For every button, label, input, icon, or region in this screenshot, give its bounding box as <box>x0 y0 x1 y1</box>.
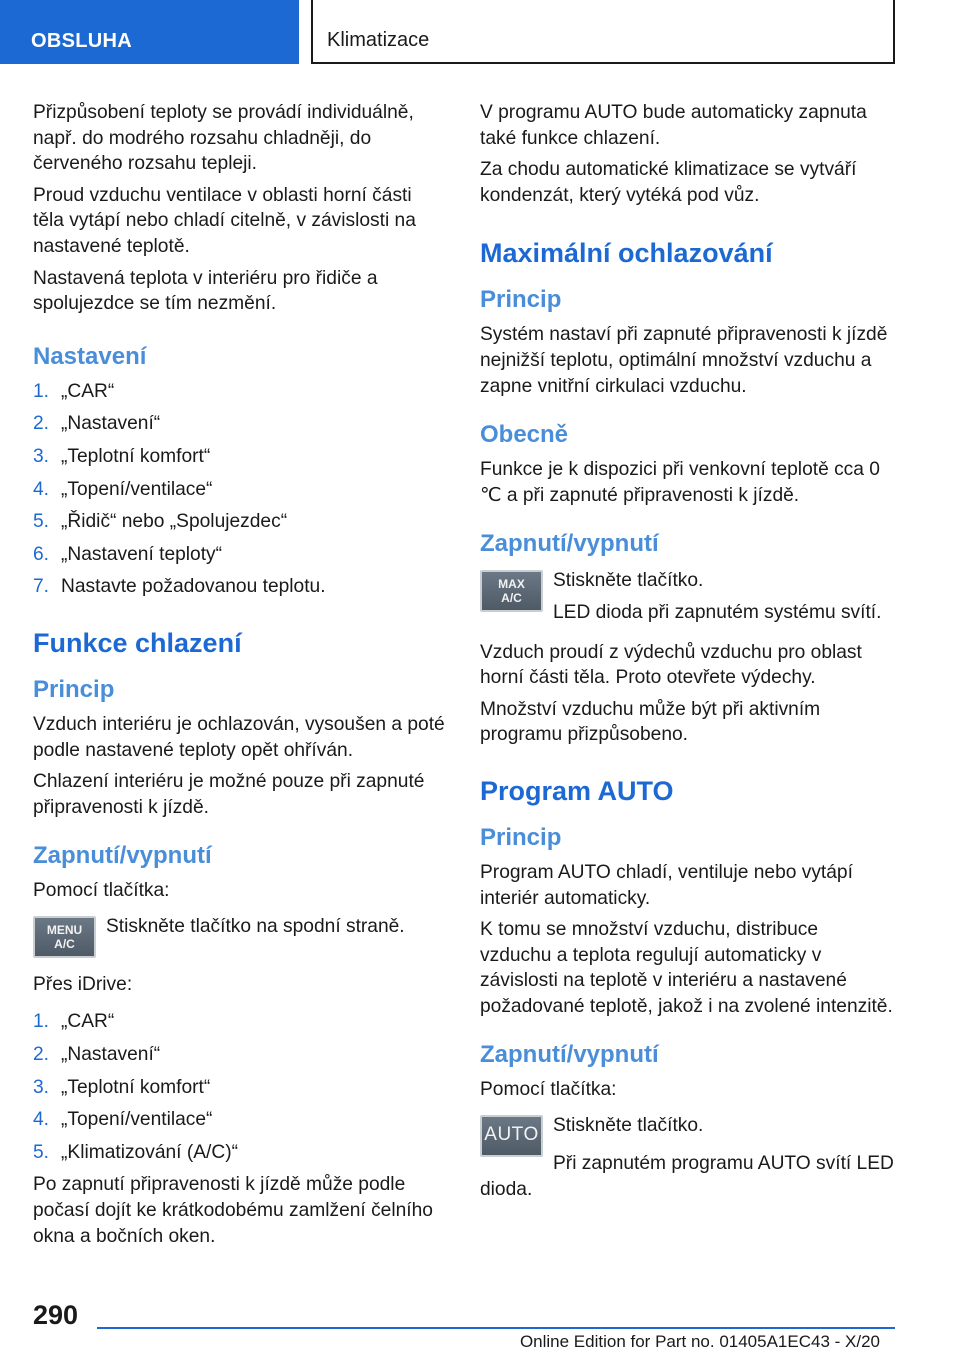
paragraph: LED dioda při zapnutém systému svítí. <box>553 601 882 623</box>
list-item: 4. „Topení/ventilace“ <box>33 1109 213 1131</box>
paragraph: Stiskněte tlačítko na spodní straně. <box>106 915 405 937</box>
section-tab: OBSLUHA <box>0 0 299 64</box>
paragraph: Chlazení interiéru je možné pouze při zapnuté připravenosti k jízdě. <box>33 771 425 818</box>
paragraph: Při zapnutém programu AUTO svítí LED dioda. <box>480 1153 894 1200</box>
auto-button-icon: AUTO <box>480 1115 543 1157</box>
footer-edition: Online Edition for Part no. 01405A1EC43 - X/20 <box>519 1332 880 1351</box>
idrive-steps <box>33 1009 447 1165</box>
heading-princip: Princip <box>480 286 562 314</box>
nastaveni-steps <box>33 379 447 600</box>
list-item: 7. Nastavte požadovanou teplotu. <box>33 576 326 598</box>
paragraph: Vzduch interiéru je ochlazován, vysoušen a poté podle nastavené teploty opět ohříván. <box>33 713 445 761</box>
paragraph: Přizpůsobení teploty se provádí individuálně, např. do modrého rozsahu chladněji, do červeného rozsahu tepleji. <box>33 102 414 175</box>
paragraph: Za chodu automatické klimatizace se vytváří kondenzát, který vytéká pod vůz. <box>480 159 857 206</box>
paragraph: Proud vzduchu ventilace v oblasti horní části těla vytápí nebo chladí citelně, v závislosti na nastavené teplotě. <box>33 184 416 257</box>
paragraph: Přes iDrive: <box>33 973 133 995</box>
paragraph: Množství vzduchu může být při aktivním programu přizpůsobeno. <box>480 698 821 746</box>
menu-ac-instruction <box>33 914 447 958</box>
list-item: 5. „Řidič“ nebo „Spolujezdec“ <box>33 511 288 533</box>
list-item: 1. „CAR“ <box>33 1011 115 1033</box>
menu-ac-button-icon: MENU A/C <box>33 916 96 958</box>
heading-zapnuti: Zapnutí/vypnutí <box>33 842 212 870</box>
max-ac-instruction <box>480 568 894 625</box>
heading-max-ochlazovani: Maximální ochlazování <box>480 238 773 269</box>
list-item: 3. „Teplotní komfort“ <box>33 445 211 467</box>
list-item: 2. „Nastavení“ <box>33 1044 161 1066</box>
list-item: 4. „Topení/ventilace“ <box>33 478 213 500</box>
list-item: 1. „CAR“ <box>33 380 115 402</box>
list-item: 3. „Teplotní komfort“ <box>33 1076 211 1098</box>
paragraph: Nastavená teplota v interiéru pro řidiče a spolujezdce se tím nezmění. <box>33 267 378 315</box>
list-item: 5. „Klimatizování (A/C)“ <box>33 1141 238 1163</box>
left-column <box>33 100 447 1255</box>
heading-program-auto: Program AUTO <box>480 775 674 806</box>
heading-zapnuti: Zapnutí/vypnutí <box>480 1041 659 1069</box>
heading-princip: Princip <box>33 675 115 703</box>
paragraph: Stiskněte tlačítko. <box>553 570 704 592</box>
paragraph: Po zapnutí připravenosti k jízdě může podle počasí dojít ke krátkodobému zamlžení čelního okna a bočních oken. <box>33 1174 433 1247</box>
paragraph: Pomocí tlačítka: <box>480 1079 617 1101</box>
heading-obecne: Obecně <box>480 421 569 449</box>
paragraph: Vzduch proudí z výdechů vzduchu pro oblast horní části těla. Proto otevřete výdechy. <box>480 641 862 689</box>
paragraph: K tomu se množství vzduchu, distribuce vzduchu a teplota regulují automaticky v závislosti na teplotě v interiéru a nastavené požadované teplotě, jakož i na zvolené intenzitě. <box>480 919 893 1017</box>
list-item: 6. „Nastavení teploty“ <box>33 543 223 565</box>
max-ac-button-icon: MAX A/C <box>480 570 543 612</box>
heading-funkce-chlazeni: Funkce chlazení <box>33 627 242 658</box>
footer-divider <box>97 1327 895 1329</box>
paragraph: Funkce je k dispozici při venkovní teplotě cca 0 ℃ a při zapnuté připravenosti k jízdě. <box>480 459 880 506</box>
heading-nastaveni: Nastavení <box>33 342 147 370</box>
paragraph: Stiskněte tlačítko. <box>553 1115 704 1137</box>
page-number: 290 <box>33 1300 79 1330</box>
heading-princip: Princip <box>480 823 562 851</box>
heading-zapnuti: Zapnutí/vypnutí <box>480 530 659 558</box>
chapter-title: Klimatizace <box>311 0 895 64</box>
right-column <box>480 100 894 1208</box>
paragraph: Pomocí tlačítka: <box>33 880 170 902</box>
list-item: 2. „Nastavení“ <box>33 413 161 435</box>
paragraph: Systém nastaví při zapnuté připravenosti k jízdě nejnižší teplotu, optimální množství vzduchu a zapne vnitřní cirkulaci vzduchu. <box>480 324 888 397</box>
paragraph: Program AUTO chladí, ventiluje nebo vytápí interiér automaticky. <box>480 861 853 909</box>
paragraph: V programu AUTO bude automaticky zapnuta také funkce chlazení. <box>480 102 867 149</box>
auto-instruction <box>480 1113 894 1157</box>
